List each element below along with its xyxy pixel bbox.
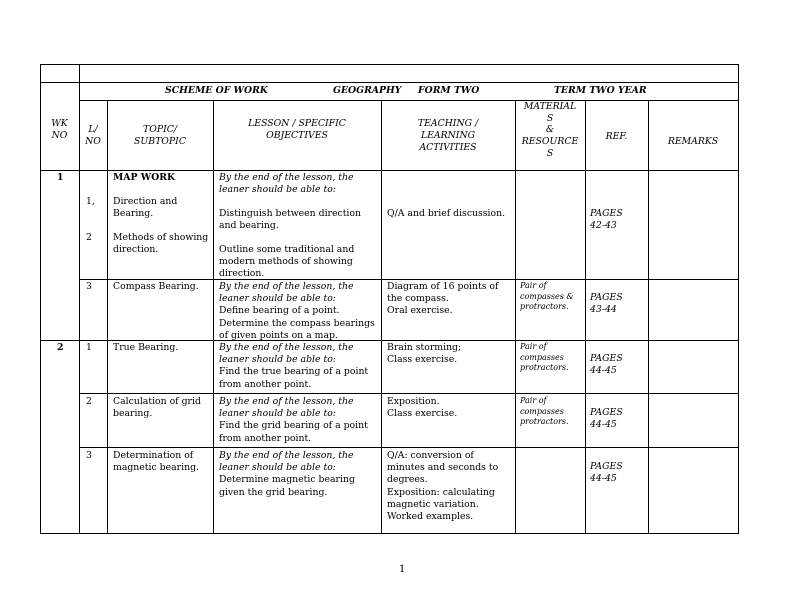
lesson-topic: Methods of showing direction.	[113, 232, 209, 256]
lesson-activities: Brain storming; Class exercise.	[387, 342, 462, 366]
lesson-number: 3	[86, 450, 92, 461]
lesson-objectives: By the end of the lesson, the leaner should be able to: Define bearing of a point. Determine the compass bearings of given points on a map.	[219, 281, 375, 341]
objective-intro: By the end of the lesson, the leaner should be able to:	[219, 172, 354, 196]
lesson-number: 1	[86, 342, 92, 353]
lesson-ref: PAGES 44-45	[590, 353, 623, 377]
lesson-objectives: By the end of the lesson, the leaner should be able to: Find the grid bearing of a point from another point.	[219, 396, 368, 444]
header-teaching: TEACHING / LEARNING ACTIVITIES	[417, 118, 479, 154]
header-materials: MATERIAL S & RESOURCE S	[521, 101, 579, 159]
week-number: 1	[57, 172, 64, 183]
lesson-topic: Determination of magnetic bearing.	[113, 450, 199, 474]
lesson-objectives: Distinguish between direction and bearing.	[219, 208, 361, 232]
lesson-topic: True Bearing.	[113, 342, 179, 353]
lesson-activities: Diagram of 16 points of the compass. Oral exercise.	[387, 281, 499, 317]
lesson-materials: Pair of compasses & protractors.	[520, 281, 574, 311]
lesson-ref: PAGES 42-43	[590, 208, 623, 232]
title-term: TERM TWO YEAR	[554, 85, 647, 96]
title-scheme: SCHEME OF WORK	[165, 85, 268, 96]
topic-heading: MAP WORK	[113, 172, 176, 183]
lesson-ref: PAGES 44-45	[590, 461, 623, 485]
header-lesson: LESSON / SPECIFIC OBJECTIVES	[248, 118, 346, 142]
lesson-objectives: Outline some traditional and modern methods of showing direction.	[219, 244, 355, 280]
lesson-topic: Calculation of grid bearing.	[113, 396, 201, 420]
lesson-activities: Q/A and brief discussion.	[387, 208, 506, 219]
lesson-ref: PAGES 44-45	[590, 407, 623, 431]
header-ref: REF.	[605, 131, 628, 142]
lesson-objectives: By the end of the lesson, the leaner should be able to: Find the true bearing of a point from another point.	[219, 342, 369, 390]
header-topic: TOPIC/ SUBTOPIC	[134, 124, 186, 148]
header-remarks: REMARKS	[667, 136, 719, 147]
header-wk: WK NO	[51, 118, 68, 142]
lesson-activities: Exposition. Class exercise.	[387, 396, 458, 420]
lesson-ref: PAGES 43-44	[590, 292, 623, 316]
title-form: FORM TWO	[418, 85, 480, 96]
lesson-number: 2	[86, 232, 92, 243]
lesson-number: 1,	[86, 196, 95, 207]
lesson-activities: Q/A: conversion of minutes and seconds to degrees. Exposition: calculating magnetic variation. Worked examples.	[387, 450, 499, 523]
lesson-objectives: By the end of the lesson, the leaner should be able to: Determine magnetic bearing given the grid bearing.	[219, 450, 355, 498]
page-number: 1	[399, 564, 406, 575]
lesson-number: 2	[86, 396, 92, 407]
lesson-materials: Pair of compasses protractors.	[520, 342, 569, 372]
title-subject: GEOGRAPHY	[333, 85, 402, 96]
lesson-number: 3	[86, 281, 92, 292]
lesson-topic: Compass Bearing.	[113, 281, 199, 292]
lesson-topic: Direction and Bearing.	[113, 196, 178, 220]
week-number: 2	[57, 342, 64, 353]
header-lno: L/ NO	[85, 124, 101, 148]
lesson-materials: Pair of compasses protractors.	[520, 396, 569, 426]
